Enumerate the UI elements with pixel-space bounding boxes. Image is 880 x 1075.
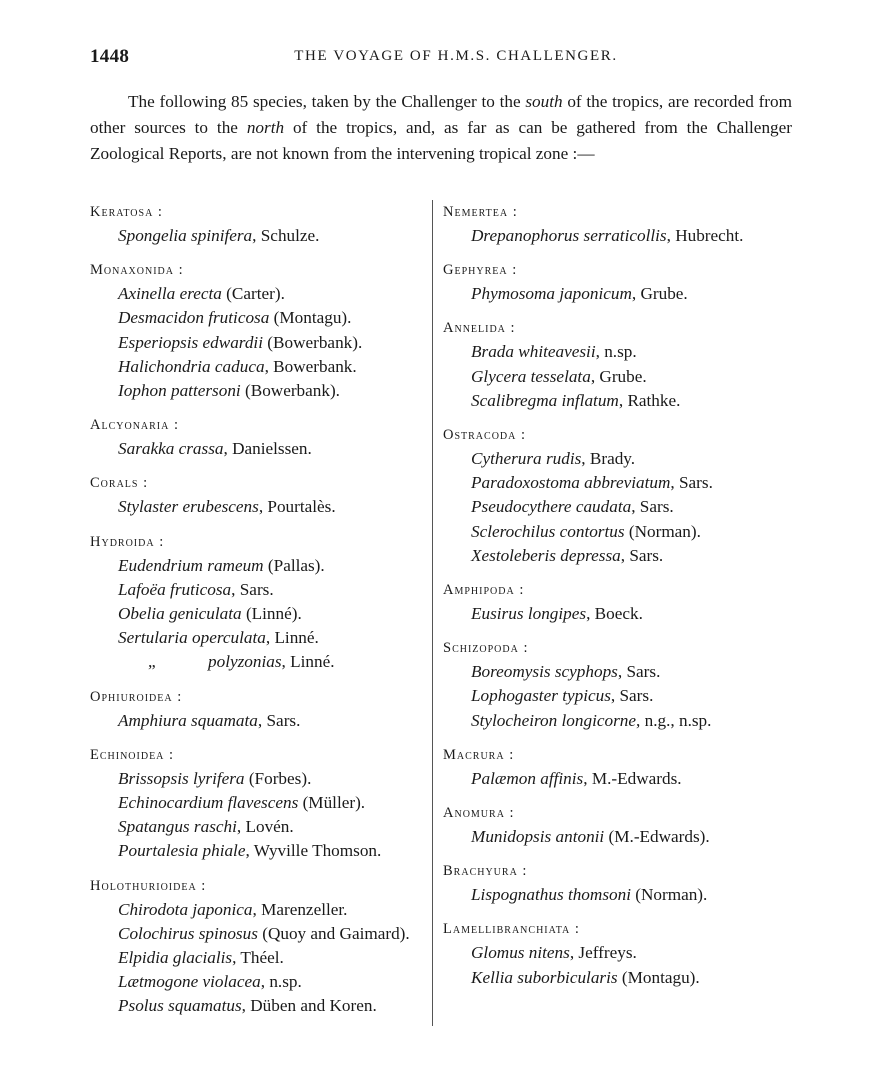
species-entry [90, 709, 430, 733]
intro-word-south: south [525, 92, 563, 111]
species-name: Palæmon affinis [471, 768, 584, 788]
taxon-group [443, 316, 803, 413]
taxon-group [443, 636, 803, 733]
taxon-group-name: Corals : [90, 475, 149, 492]
species-name: Lophogaster typicus [471, 686, 611, 706]
species-entry [90, 554, 430, 578]
species-name: Eudendrium rameum [118, 555, 264, 575]
taxon-group-name: Ostracoda : [443, 427, 527, 444]
species-author: , Jeffreys. [569, 943, 637, 963]
species-entry [443, 966, 803, 990]
taxon-group [90, 258, 430, 403]
species-author: , Linné. [265, 628, 319, 648]
species-name: Brada whiteavesii [471, 342, 596, 362]
species-name: Esperiopsis edwardii [118, 332, 263, 352]
species-author: (Montagu). [617, 967, 700, 987]
species-name: Amphiura squamata [118, 710, 258, 730]
taxon-group [90, 530, 430, 675]
species-entry [90, 379, 430, 403]
taxon-group [90, 685, 430, 733]
ditto-mark: „ [148, 652, 156, 672]
species-name: Sclerochilus contortus [471, 521, 625, 541]
taxon-group-name: Monaxonida : [90, 262, 184, 279]
column-divider [432, 200, 433, 1026]
species-author: , Lovén. [236, 817, 294, 837]
species-name: Spongelia spinifera [118, 226, 253, 245]
species-author: , Boeck. [586, 604, 643, 624]
species-author: , Pourtalès. [258, 497, 336, 517]
species-name: Pourtalesia phiale [118, 841, 246, 861]
intro-word-north: north [246, 118, 285, 137]
intro-text-3: of the tropics, and, as far as can be gathered from the Challenger Zoological Reports, are not known from the intervening tropical zone :— [90, 118, 792, 163]
species-entry [90, 602, 430, 626]
species-entry [443, 544, 803, 568]
species-entry [443, 340, 803, 364]
species-author: (Quoy and Gaimard). [257, 923, 410, 943]
species-author: , Sars. [620, 545, 664, 565]
species-author: (Linné). [241, 604, 302, 624]
species-entry [90, 839, 430, 863]
species-entry [443, 520, 803, 544]
species-name: Echinocardium flavescens [118, 793, 299, 813]
species-author: , Linné. [281, 652, 335, 672]
species-entry [443, 602, 803, 626]
species-name: polyzonias [208, 652, 282, 672]
species-name: Scalibregma inflatum [471, 390, 619, 410]
species-name: Halichondria caduca [118, 356, 265, 376]
species-entry [443, 825, 803, 849]
species-author: , n.g., n.sp. [636, 710, 712, 730]
species-author: , Sars. [670, 473, 713, 493]
species-author: (Forbes). [244, 768, 312, 788]
taxon-group [443, 743, 803, 791]
species-name: Cytherura rudis [471, 449, 582, 469]
taxon-group [90, 413, 430, 461]
species-name: Desmacidon fruticosa [118, 308, 270, 328]
taxon-group-name: Lamellibranchiata : [443, 921, 580, 938]
species-entry [90, 306, 430, 330]
page-number: 1448 [90, 46, 130, 67]
species-name: Xestoleberis depressa [471, 545, 621, 565]
species-author: , Sars. [617, 662, 661, 682]
species-author: (M.-Edwards). [604, 827, 710, 847]
taxon-group-name: Gephyrea : [443, 262, 518, 279]
species-author: (Bowerbank). [263, 332, 363, 352]
species-name: Elpidia glacialis [118, 948, 233, 968]
species-name: Stylaster erubescens [118, 497, 259, 517]
taxon-group-name: Macrura : [443, 746, 515, 763]
species-column-right [443, 200, 803, 990]
taxon-group [90, 471, 430, 519]
species-entry [90, 626, 430, 650]
species-author: , Bowerbank. [264, 356, 357, 376]
species-entry [443, 660, 803, 684]
species-name: Spatangus raschi [118, 817, 237, 837]
taxon-group [90, 200, 430, 248]
taxon-group-name: Echinoidea : [90, 746, 175, 763]
species-author: , Hubrecht. [666, 226, 744, 245]
taxon-group [443, 578, 803, 626]
taxon-group-name: Amphipoda : [443, 582, 525, 599]
taxon-group-name: Schizopoda : [443, 640, 529, 657]
species-author: , n.sp. [595, 342, 637, 362]
species-entry [443, 767, 803, 791]
species-author: (Müller). [298, 793, 366, 813]
species-author: , Danielssen. [223, 439, 312, 459]
taxon-group-name: Nemertea : [443, 204, 518, 220]
running-title: THE VOYAGE OF H.M.S. CHALLENGER. [294, 48, 618, 64]
species-entry [90, 437, 430, 461]
taxon-group-name: Anomura : [443, 805, 515, 822]
species-name: Obelia geniculata [118, 604, 242, 624]
species-name: Stylocheiron longicorne [471, 710, 636, 730]
intro-text-2: of the tropics, are recorded from other sources to the [90, 92, 792, 137]
species-entry [90, 791, 430, 815]
intro-paragraph [90, 89, 792, 167]
species-entry [443, 941, 803, 965]
species-entry [90, 578, 430, 602]
species-entry [443, 495, 803, 519]
species-name: Kellia suborbicularis [471, 967, 618, 987]
species-name: Drepanophorus serraticollis [471, 226, 667, 245]
species-entry [443, 224, 803, 248]
species-name: Lispognathus thomsoni [471, 885, 631, 905]
species-entry [443, 282, 803, 306]
taxon-group [443, 200, 803, 248]
species-entry [90, 898, 430, 922]
page-header [90, 46, 792, 76]
species-author: (Norman). [630, 885, 708, 905]
species-name: Psolus squamatus [118, 996, 242, 1016]
intro-text-1: The following 85 species, taken by the Challenger to the [128, 92, 526, 111]
taxon-group [443, 859, 803, 907]
species-entry [443, 365, 803, 389]
species-author: , Grube. [631, 284, 688, 304]
species-name: Phymosoma japonicum [471, 284, 632, 304]
species-entry [443, 471, 803, 495]
species-author: , M.-Edwards. [583, 768, 682, 788]
taxon-group-name: Hydroida : [90, 533, 165, 550]
species-author: , n.sp. [260, 972, 302, 992]
species-entry [90, 946, 430, 970]
species-name: Pseudocythere caudata [471, 497, 632, 517]
taxon-group-name: Keratosa : [90, 204, 163, 220]
species-author: (Norman). [624, 521, 701, 541]
species-name: Sarakka crassa [118, 439, 224, 459]
species-entry [90, 922, 430, 946]
species-name: Colochirus spinosus [118, 923, 258, 943]
species-name: Iophon pattersoni [118, 381, 241, 401]
species-author: , Schulze. [252, 226, 320, 245]
species-author: , Sars. [231, 579, 274, 599]
species-entry [90, 970, 430, 994]
species-name: Munidopsis antonii [471, 827, 605, 847]
species-name: Sertularia operculata [118, 628, 266, 648]
taxon-group-name: Brachyura : [443, 863, 528, 880]
species-author: , Marenzeller. [252, 899, 348, 919]
species-author: (Montagu). [269, 308, 352, 328]
species-author: , Sars. [257, 710, 301, 730]
species-entry [90, 331, 430, 355]
species-name: Chirodota japonica [118, 899, 253, 919]
taxon-group [443, 917, 803, 989]
species-entry [90, 355, 430, 379]
species-entry [90, 767, 430, 791]
species-entry [90, 282, 430, 306]
species-entry [90, 650, 430, 674]
species-name: Eusirus longipes [471, 604, 587, 624]
species-author: , Düben and Koren. [241, 996, 377, 1016]
species-author: , Rathke. [618, 390, 681, 410]
species-author: , Sars. [610, 686, 654, 706]
species-author: , Théel. [232, 948, 284, 968]
species-entry [443, 389, 803, 413]
species-name: Glomus nitens [471, 943, 570, 963]
species-author: , Brady. [581, 449, 636, 469]
species-author: , Grube. [590, 366, 647, 386]
species-author: , Wyville Thomson. [245, 841, 382, 861]
species-author: (Bowerbank). [240, 381, 340, 401]
species-name: Boreomysis scyphops [471, 662, 618, 682]
species-column-left [90, 200, 430, 1019]
species-entry [90, 994, 430, 1018]
species-author: , Sars. [631, 497, 674, 517]
taxon-group-name: Holothurioidea : [90, 877, 207, 894]
species-entry [90, 815, 430, 839]
species-entry [90, 495, 430, 519]
species-entry [443, 883, 803, 907]
taxon-group [443, 423, 803, 568]
species-name: Lætmogone violacea [118, 972, 261, 992]
taxon-group [90, 743, 430, 864]
species-entry [443, 684, 803, 708]
species-entry [90, 224, 430, 248]
taxon-group-name: Ophiuroidea : [90, 688, 183, 705]
taxon-group-name: Alcyonaria : [90, 417, 180, 434]
taxon-group [443, 801, 803, 849]
species-entry [443, 709, 803, 733]
species-name: Glycera tesselata [471, 366, 591, 386]
taxon-group-name: Annelida : [443, 320, 516, 337]
species-name: Paradoxostoma abbreviatum [471, 473, 671, 493]
species-author: (Carter). [221, 284, 285, 304]
species-author: (Pallas). [263, 555, 325, 575]
species-entry [443, 447, 803, 471]
taxon-group [90, 874, 430, 1019]
species-name: Lafoëa fruticosa [118, 579, 232, 599]
species-name: Axinella erecta [118, 284, 222, 304]
taxon-group [443, 258, 803, 306]
species-name: Brissopsis lyrifera [118, 768, 245, 788]
